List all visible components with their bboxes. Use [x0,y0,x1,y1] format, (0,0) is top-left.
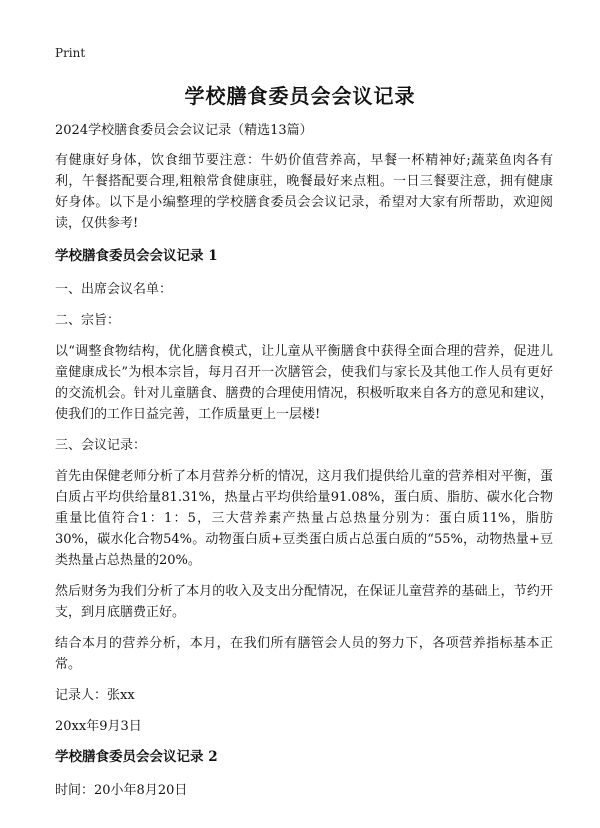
purpose-paragraph: 以“调整食物结构，优化膳食模式，让儿童从平衡膳食中获得全面合理的营养，促进儿童健康成长”为根本宗旨，每月召开一次膳管会，使我们与家长及其他工作人员有更好的交流机会。针对儿童膳食、膳费的合理使用情况，积极听取来自各方的意见和建议，使我们的工作日益完善，工作质量更上一层楼! [55,344,553,422]
purpose-label: 二、宗旨： [55,313,121,328]
record-2-heading: 学校膳食委员会会议记录 2 [55,749,218,765]
minutes-paragraph-1: 首先由保健老师分析了本月营养分析的情况，这月我们提供给儿童的营养相对平衡，蛋白质占平均供给量81.31%，热量占平均供给量91.08%，蛋白质、脂肪、碳水化合物重量比值符合1：1：5，三大营养素产热量占总热量分别为：蛋白质11%，脂肪30%，碳水化合物54%。动物蛋白质+豆类蛋白质占总蛋白质的“55%，动物热量+豆类热量占总热量的20%。 [55,469,553,568]
document-title: 学校膳食委员会会议记录 [184,84,416,108]
record-1-heading: 学校膳食委员会会议记录 1 [55,248,218,264]
record-date: 20xx年9月3日 [55,719,142,734]
minutes-paragraph-2: 然后财务为我们分析了本月的收入及支出分配情况，在保证儿童营养的基础上，节约开支，到月底膳费正好。 [55,584,553,620]
recorder-line: 记录人：张xx [55,688,135,703]
attendees-label: 一、出席会议名单： [55,282,173,297]
record-2-time: 时间：20小年8月20日 [55,783,188,798]
document-subtitle: 2024学校膳食委员会会议记录（精选13篇） [55,123,313,138]
minutes-paragraph-3: 结合本月的营养分析，本月，在我们所有膳管会人员的努力下，各项营养指标基本正常。 [55,636,553,672]
intro-paragraph: 有健康好身体，饮食细节要注意：牛奶价值营养高，早餐一杯精神好;蔬菜鱼肉各有利，午餐搭配要合理,粗粮常食健康驻，晚餐最好来点粗。一日三餐要注意，拥有健康好身体。以下是小编整理的学校膳食委员会会议记录，希望对大家有所帮助，欢迎阅读，仅供参考! [55,153,553,231]
minutes-label: 三、会议记录： [55,438,147,453]
document-body [55,120,553,811]
print-label: Print [55,46,86,60]
